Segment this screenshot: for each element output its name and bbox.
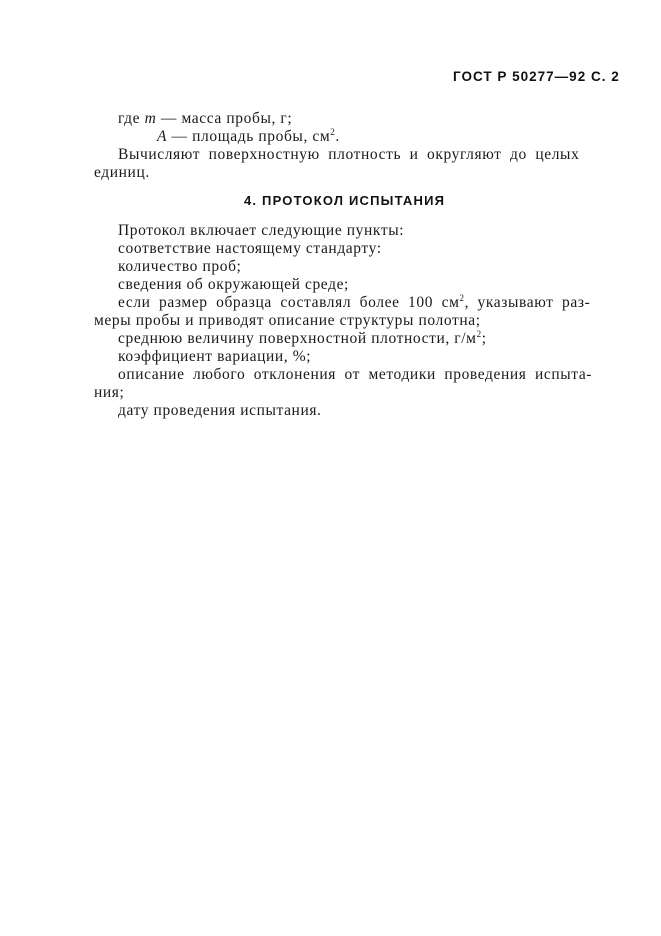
protocol-item-sample-count: количество проб; bbox=[118, 258, 242, 275]
section-title: 4. ПРОТОКОЛ ИСПЫТАНИЯ bbox=[244, 193, 446, 208]
protocol-item-environment: сведения об окружающей среде; bbox=[118, 276, 349, 293]
protocol-item-density bbox=[118, 330, 487, 348]
legend-a-sup: 2 bbox=[330, 127, 336, 137]
legend-a-end: . bbox=[335, 128, 340, 145]
size-text-1: если размер образца составлял более 100 см bbox=[118, 294, 460, 311]
symbol-a: A bbox=[157, 128, 168, 145]
legend-m-prefix: где bbox=[118, 110, 145, 127]
density-sup: 2 bbox=[476, 329, 482, 339]
protocol-item-variation: коэффициент вариации, %; bbox=[118, 348, 312, 365]
size-text-2: , указывают раз- bbox=[464, 294, 591, 311]
symbol-m: m bbox=[144, 110, 157, 127]
legend-a-text: — площадь пробы, см bbox=[167, 128, 331, 145]
protocol-item-size-cont: меры пробы и приводят описание структуры полотна; bbox=[94, 312, 481, 329]
protocol-intro: Протокол включает следующие пункты: bbox=[118, 222, 405, 239]
legend-m bbox=[118, 110, 292, 128]
legend-a bbox=[157, 128, 340, 146]
running-head: ГОСТ Р 50277—92 С. 2 bbox=[453, 69, 620, 84]
size-sup: 2 bbox=[459, 293, 465, 303]
calculation-line-2: единиц. bbox=[94, 164, 150, 181]
protocol-item-deviation: описание любого отклонения от методики проведения испыта- bbox=[118, 366, 593, 383]
protocol-item-size bbox=[118, 294, 590, 312]
protocol-item-compliance: соответствие настоящему стандарту: bbox=[118, 240, 382, 257]
protocol-item-deviation-cont: ния; bbox=[94, 384, 125, 401]
calculation-line-1: Вычисляют поверхностную плотность и округляют до целых bbox=[118, 146, 580, 163]
density-end: ; bbox=[481, 330, 487, 347]
legend-m-text: — масса пробы, г; bbox=[156, 110, 293, 127]
density-text: среднюю величину поверхностной плотности, г/м bbox=[118, 330, 477, 347]
protocol-item-date: дату проведения испытания. bbox=[118, 402, 322, 419]
